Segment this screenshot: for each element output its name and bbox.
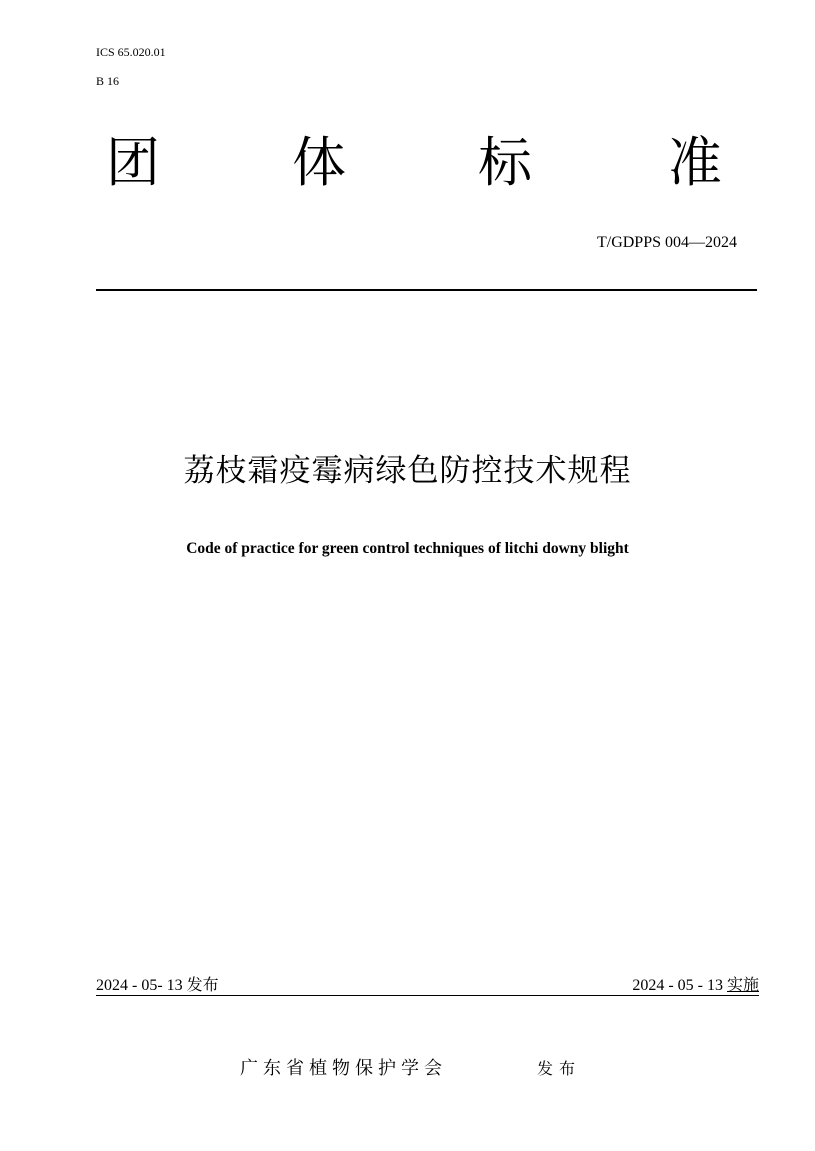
standard-number: T/GDPPS 004—2024 [596, 234, 737, 251]
implement-label: 实施 [726, 977, 759, 994]
header-divider [96, 289, 757, 291]
ccs-code: B 16 [96, 74, 120, 88]
standard-type-char-2: 体 [292, 131, 346, 194]
issue-label: 发布 [537, 1059, 582, 1078]
standard-type-char-4: 准 [668, 131, 722, 194]
standard-type-char-1: 团 [106, 131, 160, 194]
document-title-chinese: 荔枝霜疫霉病绿色防控技术规程 [183, 453, 632, 489]
document-title-english: Code of practice for green control techniques of litchi downy blight [186, 540, 629, 557]
implement-date-value: 2024 - 05 - 13 [632, 977, 727, 994]
standard-type-heading [0, 128, 815, 198]
ics-code: ICS 65.020.01 [96, 45, 166, 59]
issuing-organization: 广东省植物保护学会 [240, 1058, 447, 1079]
footer-divider [96, 995, 759, 996]
standard-type-char-3: 标 [478, 131, 532, 194]
publish-date: 2024 - 05- 13 发布 [96, 977, 219, 994]
implement-date [632, 976, 759, 996]
